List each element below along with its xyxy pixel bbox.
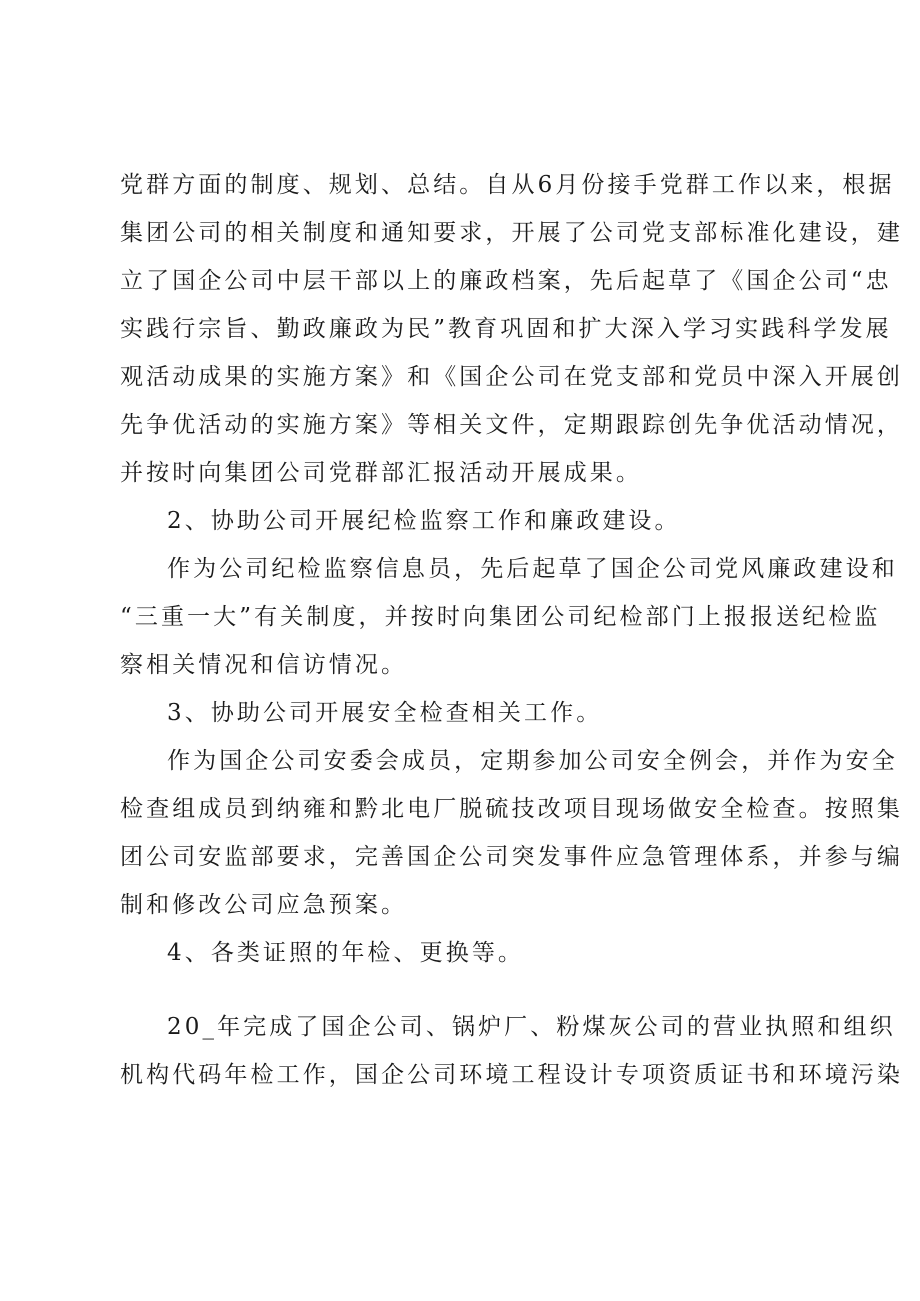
section-heading-4: 4、各类证照的年检、更换等。 (167, 940, 525, 966)
paragraph-1-line-6: 先争优活动的实施方案》等相关文件，定期跟踪创先争优活动情况， (120, 412, 903, 438)
paragraph-1-line-2: 集团公司的相关制度和通知要求，开展了公司党支部标准化建设，建 (120, 220, 903, 246)
paragraph-1-line-7: 并按时向集团公司党群部汇报活动开展成果。 (120, 460, 642, 486)
paragraph-2-line-1: 作为公司纪检监察信息员，先后起草了国企公司党风廉政建设和 (167, 556, 898, 582)
paragraph-1-line-4: 实践行宗旨、勤政廉政为民”教育巩固和扩大深入学习实践科学发展 (120, 316, 892, 342)
section-heading-3: 3、协助公司开展安全检查相关工作。 (167, 700, 603, 726)
paragraph-3-line-1: 作为国企公司安委会成员，定期参加公司安全例会，并作为安全 (167, 748, 898, 774)
paragraph-3-line-4: 制和修改公司应急预案。 (120, 892, 408, 918)
paragraph-1-line-3: 立了国企公司中层干部以上的廉政档案，先后起草了《国企公司“忠 (120, 268, 892, 294)
paragraph-2-line-3: 察相关情况和信访情况。 (120, 652, 408, 678)
paragraph-3-line-3: 团公司安监部要求，完善国企公司突发事件应急管理体系，并参与编 (120, 844, 903, 870)
paragraph-3-line-2: 检查组成员到纳雍和黔北电厂脱硫技改项目现场做安全检查。按照集 (120, 796, 903, 822)
paragraph-4-line-2: 机构代码年检工作，国企公司环境工程设计专项资质证书和环境污染 (120, 1062, 903, 1088)
paragraph-2-line-2: “三重一大”有关制度，并按时向集团公司纪检部门上报报送纪检监 (120, 604, 881, 630)
paragraph-4-line-1: 20_年完成了国企公司、锅炉厂、粉煤灰公司的营业执照和组织 (167, 1014, 896, 1040)
paragraph-1-line-5: 观活动成果的实施方案》和《国企公司在党支部和党员中深入开展创 (120, 364, 903, 390)
paragraph-1-line-1: 党群方面的制度、规划、总结。自从6月份接手党群工作以来，根据 (120, 172, 895, 198)
section-heading-2: 2、协助公司开展纪检监察工作和廉政建设。 (167, 508, 681, 534)
